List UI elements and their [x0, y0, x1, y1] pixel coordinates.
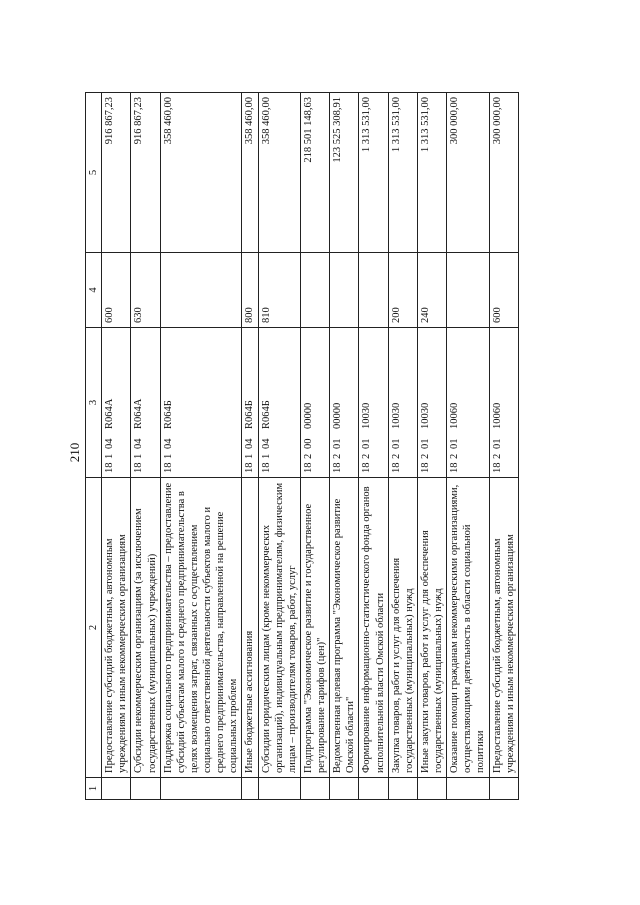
row-amount: 916 867,23 [102, 93, 131, 253]
row-marker [330, 778, 359, 800]
code-ministry: 18 [419, 462, 431, 473]
row-expense-type: 200 [388, 253, 417, 328]
code-ministry: 18 [361, 462, 373, 473]
code-activity: 01 [390, 438, 402, 449]
row-code [242, 328, 258, 478]
code-subprogram: 2 [390, 453, 402, 459]
row-expense-type: 810 [258, 253, 300, 328]
table-row [447, 93, 489, 800]
row-marker [447, 778, 489, 800]
page-number: 210 [67, 442, 82, 463]
row-code [359, 328, 388, 478]
code-ministry: 18 [244, 462, 256, 473]
row-marker [300, 778, 329, 800]
table-row [489, 93, 518, 800]
table-row [388, 93, 417, 800]
table-row [258, 93, 300, 800]
table-row [131, 93, 160, 800]
row-description: Субсидии некоммерческим организациям (за исключением государственных (муниципальных) учреждений) [131, 478, 160, 778]
row-marker [388, 778, 417, 800]
row-description: Предоставление субсидий бюджетным, автономным учреждениям и иным некоммерческим организациям [102, 478, 131, 778]
row-marker [258, 778, 300, 800]
code-subprogram: 2 [491, 453, 503, 459]
table-row [242, 93, 258, 800]
code-activity: 01 [491, 438, 503, 449]
row-description: Ведомственная целевая программа "Экономическое развитие Омской области" [330, 478, 359, 778]
code-ministry: 18 [302, 462, 314, 473]
header-row [86, 93, 102, 800]
row-expense-type [359, 253, 388, 328]
code-activity: 04 [162, 438, 174, 449]
code-direction: 10030 [361, 402, 373, 429]
header-col-4: 4 [86, 253, 102, 328]
row-expense-type: 800 [242, 253, 258, 328]
header-col-1: 1 [86, 778, 102, 800]
row-amount: 358 460,00 [258, 93, 300, 253]
code-activity: 01 [449, 438, 461, 449]
row-description: Подпрограмма "Экономическое развитие и государственное регулирование тарифов (цен)" [300, 478, 329, 778]
code-subprogram: 2 [419, 453, 431, 459]
row-amount: 1 313 531,00 [359, 93, 388, 253]
row-amount: 300 000,00 [447, 93, 489, 253]
row-amount: 358 460,00 [242, 93, 258, 253]
table-row [417, 93, 446, 800]
header-col-5: 5 [86, 93, 102, 253]
code-direction: R064Б [260, 400, 272, 429]
row-description: Оказание помощи гражданам некоммерческими организациями, осуществляющими деятельность в области социальной политики [447, 478, 489, 778]
row-amount: 1 313 531,00 [388, 93, 417, 253]
row-code [447, 328, 489, 478]
row-code [417, 328, 446, 478]
code-ministry: 18 [104, 462, 116, 473]
table-row [359, 93, 388, 800]
table-row [160, 93, 242, 800]
row-marker [489, 778, 518, 800]
code-subprogram: 1 [162, 453, 174, 459]
row-code [160, 328, 242, 478]
code-ministry: 18 [491, 462, 503, 473]
code-direction: 10060 [449, 402, 461, 429]
row-expense-type [447, 253, 489, 328]
row-code [102, 328, 131, 478]
row-description: Закупка товаров, работ и услуг для обеспечения государственных (муниципальных) нужд [388, 478, 417, 778]
row-amount: 123 525 308,91 [330, 93, 359, 253]
code-ministry: 18 [390, 462, 402, 473]
code-direction: 10030 [390, 402, 402, 429]
row-expense-type [330, 253, 359, 328]
row-marker [417, 778, 446, 800]
row-description: Субсидии юридическим лицам (кроме некоммерческих организаций), индивидуальным предпринимателям, физическим лицам – производителям товаров, работ, услуг [258, 478, 300, 778]
code-ministry: 18 [162, 462, 174, 473]
code-direction: 10060 [491, 402, 503, 429]
code-subprogram: 2 [361, 453, 373, 459]
row-marker [242, 778, 258, 800]
code-ministry: 18 [332, 462, 344, 473]
row-expense-type: 600 [102, 253, 131, 328]
code-subprogram: 1 [260, 453, 272, 459]
row-description: Иные закупки товаров, работ и услуг для обеспечения государственных (муниципальных) нужд [417, 478, 446, 778]
code-activity: 04 [244, 438, 256, 449]
row-code [131, 328, 160, 478]
row-expense-type [300, 253, 329, 328]
row-description: Иные бюджетные ассигнования [242, 478, 258, 778]
row-description: Предоставление субсидий бюджетным, автономным учреждениям и иным некоммерческим организациям [489, 478, 518, 778]
code-subprogram: 1 [133, 453, 145, 459]
row-expense-type: 600 [489, 253, 518, 328]
row-description: Поддержка социального предпринимательства – предоставление субсидий субъектам малого и среднего предпринимательства в целях возмещения затрат, связанных с осуществлением социально ответственной деятельности субъектов малого и среднего предпринимательства, направленной на решение социальных проблем [160, 478, 242, 778]
table-row [330, 93, 359, 800]
row-expense-type: 240 [417, 253, 446, 328]
row-expense-type: 630 [131, 253, 160, 328]
table-row [102, 93, 131, 800]
code-activity: 04 [260, 438, 272, 449]
budget-table [85, 92, 519, 800]
code-activity: 01 [361, 438, 373, 449]
header-col-2: 2 [86, 478, 102, 778]
row-code [330, 328, 359, 478]
row-amount: 1 313 531,00 [417, 93, 446, 253]
row-description: Формирование информационно-статистического фонда органов исполнительной власти Омской области [359, 478, 388, 778]
row-amount: 218 501 148,63 [300, 93, 329, 253]
row-marker [102, 778, 131, 800]
code-direction: 10030 [419, 402, 431, 429]
code-activity: 01 [419, 438, 431, 449]
row-amount: 358 460,00 [160, 93, 242, 253]
code-subprogram: 2 [332, 453, 344, 459]
code-direction: R064A [104, 398, 116, 429]
code-ministry: 18 [133, 462, 145, 473]
header-col-3: 3 [86, 328, 102, 478]
code-direction: 00000 [302, 402, 314, 429]
row-marker [160, 778, 242, 800]
row-amount: 916 867,23 [131, 93, 160, 253]
code-ministry: 18 [260, 462, 272, 473]
code-direction: R064Б [162, 400, 174, 429]
code-activity: 04 [104, 438, 116, 449]
code-subprogram: 2 [449, 453, 461, 459]
table-row [300, 93, 329, 800]
code-subprogram: 1 [244, 453, 256, 459]
code-activity: 00 [302, 438, 314, 449]
row-code [300, 328, 329, 478]
row-marker [359, 778, 388, 800]
row-expense-type [160, 253, 242, 328]
row-marker [131, 778, 160, 800]
code-direction: 00000 [332, 402, 344, 429]
row-amount: 300 000,00 [489, 93, 518, 253]
code-ministry: 18 [449, 462, 461, 473]
row-code [258, 328, 300, 478]
code-direction: R064A [133, 398, 145, 429]
code-activity: 01 [332, 438, 344, 449]
row-code [388, 328, 417, 478]
code-subprogram: 1 [104, 453, 116, 459]
row-code [489, 328, 518, 478]
code-direction: R064Б [244, 400, 256, 429]
code-subprogram: 2 [302, 453, 314, 459]
code-activity: 04 [133, 438, 145, 449]
